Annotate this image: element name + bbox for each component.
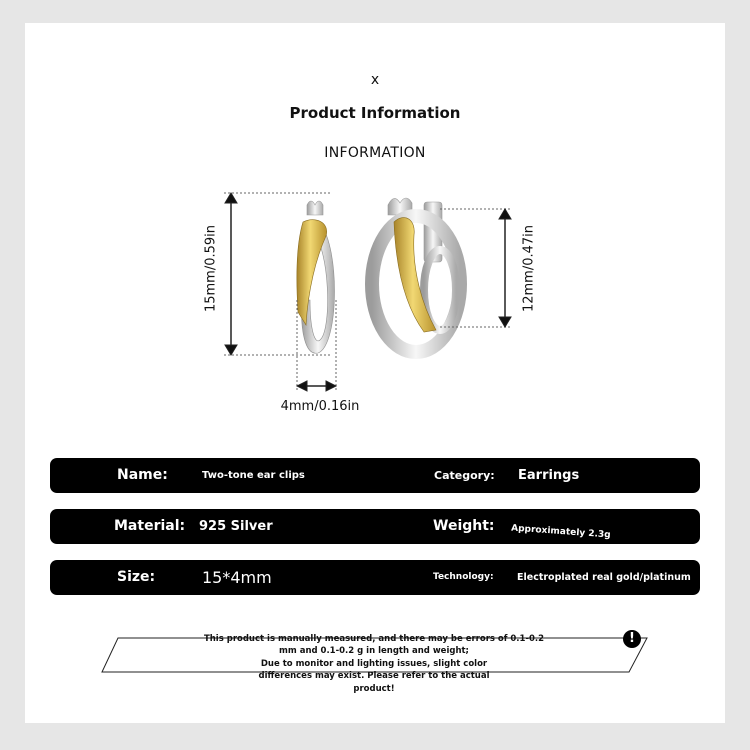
spec-row-name <box>50 458 700 493</box>
size-label: Size: <box>117 569 156 585</box>
height-left-label: 15mm/0.59in <box>203 224 219 313</box>
spec-row-material <box>50 509 700 544</box>
material-value: 925 Silver <box>199 519 273 534</box>
width-label: 4mm/0.16in <box>280 399 360 414</box>
technology-label: Technology: <box>433 572 494 582</box>
page-subtitle: INFORMATION <box>324 145 426 161</box>
weight-label: Weight: <box>433 518 495 534</box>
category-label: Category: <box>434 469 495 482</box>
spec-row-size <box>50 560 700 595</box>
weight-value: Approximately 2.3g <box>510 523 611 541</box>
page-title: Product Information <box>289 104 461 122</box>
left-earring <box>297 201 335 353</box>
name-value: Two-tone ear clips <box>202 470 305 481</box>
close-mark: x <box>370 72 380 88</box>
notice-line: product! <box>353 683 395 694</box>
size-value: 15*4mm <box>202 568 272 587</box>
notice-line: Due to monitor and lighting issues, slight color <box>260 658 488 669</box>
category-value: Earrings <box>518 468 580 483</box>
name-label: Name: <box>117 467 168 483</box>
warning-icon: ! <box>623 630 641 648</box>
notice-line: mm and 0.1-0.2 g in length and weight; <box>279 646 469 657</box>
notice-line: This product is manually measured, and there may be errors of 0.1-0.2 <box>203 634 545 644</box>
material-label: Material: <box>114 518 186 534</box>
notice-line: differences may exist. Please refer to the actual <box>258 671 490 682</box>
height-right-label: 12mm/0.47in <box>521 224 537 313</box>
measurement-notice <box>196 633 552 695</box>
right-earring <box>372 198 460 352</box>
technology-value: Electroplated real gold/platinum <box>517 572 691 583</box>
